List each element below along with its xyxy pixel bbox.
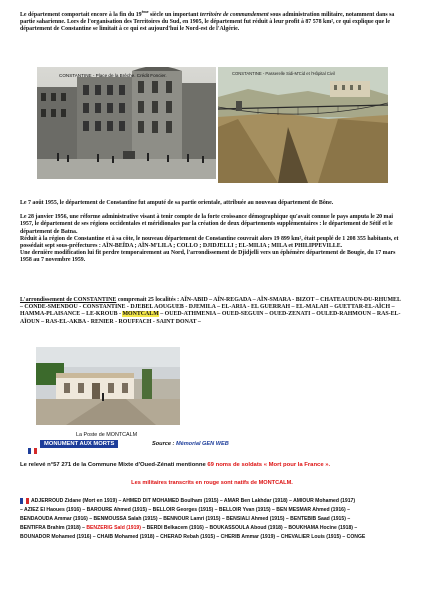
source-site: Mémorial GEN WEB xyxy=(175,441,229,447)
french-flag-icon xyxy=(28,441,37,447)
soldier-line: BENDAOUDA Ammar (1916) – BENMOUSSA Salah (1915) – BENNOUR Lamri (1915) – BENSIALI Ahmed (1915) – BENTEBIB Saad (1915) – xyxy=(20,516,351,522)
photo-poste-montcalm xyxy=(36,347,180,425)
intro-paragraph xyxy=(20,8,404,34)
soldier-line-text: – BERDI Belkacem (1916) – BOUKASSOULA Aboud (1918) – BOUKHAMA Hocine (1918) – xyxy=(140,525,358,531)
history-section xyxy=(20,200,404,265)
soldier-native-name: BENZERIG Saïd (1919) xyxy=(86,525,141,531)
releve-text: Le relevé n°57 271 de la Commune Mixte d'Oued-Zénati mentionne xyxy=(20,462,208,468)
releve-line xyxy=(20,462,404,468)
arrondissement-heading: L'arrondissement de CONSTANTINE xyxy=(20,297,117,303)
source-label: Source : xyxy=(152,441,176,447)
arrondissement-tail: – OUED-ATHMENIA – OUED-SEGUIN – OUED-ZENATI – OULED-RAHMOUN – RAS-EL-AÏOUN – RAS-EL-AKBA - RENIER - ROUFFACH - SAINT DONAT – xyxy=(20,311,401,325)
soldier-line-text: BENTIFRA Brahim (1918) – xyxy=(20,525,87,531)
soldier-list xyxy=(20,497,404,542)
soldier-line: BOUNADOR Mohamed (1916) – CHAIB Mohamed (1918) – CHERAD Rebah (1915) – CHERIB Ammar (1919) – CHEVALIER Louis (1915) – CONGE xyxy=(20,534,366,540)
source-line xyxy=(152,441,229,447)
releve-count: 69 noms de soldats « Mort pour la France ». xyxy=(207,462,331,468)
poste-caption: La Poste de MONTCALM xyxy=(76,432,138,438)
soldier-line: – AZIEZ El Haoues (1916) – BAROURE Ahmed (1915) – BELLOIR Georges (1915) – BELLOIR Yvan (1915) – BEN MESMAR Ahmed (1916) – xyxy=(20,507,350,513)
native-note: Les militaires transcrits en rouge sont natifs de MONTCALM. xyxy=(131,480,293,486)
soldier-line xyxy=(20,497,404,506)
soldier-line xyxy=(20,524,404,533)
photo-right-caption: CONSTANTINE - Passerelle Sidi-M'Cid et l'Hôpital Civil xyxy=(232,71,335,76)
photo-left-caption: CONSTANTINE - Place de la Brèche. Crédit Foncier. xyxy=(59,73,167,78)
arrondissement-section xyxy=(20,297,404,326)
intro-text-1: Le département comportait encore à la fin du 19 xyxy=(20,11,142,18)
intro-italic: territoire de commandement xyxy=(199,11,269,18)
history-paragraph: Réduit à la région de Constantine et à sa côte, le nouveau département de Constantine couvrait alors 19 899 km², était peuplé de 1 208 355 habitants, et possédait sept sous-préfectures : AÏN-BEÏDA ; AÏN-M'LILA ; COLLO ; DJIDJELLI ; EL-MILIA ; MILA et PHILIPPEVILLE. xyxy=(20,235,399,250)
soldier-line-text: ADJERROUD Zidane (Mort en 1919) – AHMED DIT MOHAMED Boulham (1915) – AMAR Ben Lakhdar (1918) – AMIOUR Mohamed (1917) xyxy=(31,498,356,504)
intro-superscript: ème xyxy=(141,9,149,14)
monument-aux-morts-badge xyxy=(40,440,118,448)
monument-badge-label: MONUMENT AUX MORTS xyxy=(44,441,115,447)
history-paragraph: Le 28 janvier 1956, une réforme administrative visant à tenir compte de la forte croissance démographique qu'avait connue le pays amputa le 20 mai 1957, le département de ses régions occidentales et méridionales par la création de deux départements supplémentaires : le département de Sétif et le département de Batna. xyxy=(20,214,394,235)
intro-text-2: siècle un important xyxy=(148,11,200,18)
montcalm-highlight: MONTCALM xyxy=(122,311,159,318)
history-paragraph: Une dernière modification lui fit perdre temporairement au Nord, l'arrondissement de Djidjelli vers un éphémère département de Bougie, du 17 mars 1958 au 7 novembre 1959. xyxy=(20,250,396,264)
history-paragraph: Le 7 août 1955, le département de Constantine fut amputé de sa partie orientale, attribuée au nouveau département de Bône. xyxy=(20,200,334,206)
photo-place-de-la-breche xyxy=(37,67,216,179)
french-flag-icon xyxy=(20,498,29,504)
arrondissement-lead: comprenait 25 localités : AÏN-ABID – AÏN-REGADA – AÏN-SMARA - BIZOT – CHATEAUDUN-DU-RHUMEL – CONDE-SMENDOU - CONSTANTINE - DJEBEL AOUGUEB - DJEMILA – EL-ARIA - EL GUERRAH – EL-MALAH – GUETTAR-EL-AÏCH – HAMMA-PLAISANCE – LE-KROUB - xyxy=(20,297,401,318)
intro-text-3: sous administration militaire, notamment dans sa partie saharienne. Lors de l'organisation des Territoires du Sud, en 1905, le département fut réduit à leur profit à 87 578 km², ce qui explique que le département de Constantine se limitait à ce qui est aujourd'hui le Nord-est de l'Algérie. xyxy=(20,11,395,33)
photo-passerelle-sidi-mcid xyxy=(218,67,388,183)
